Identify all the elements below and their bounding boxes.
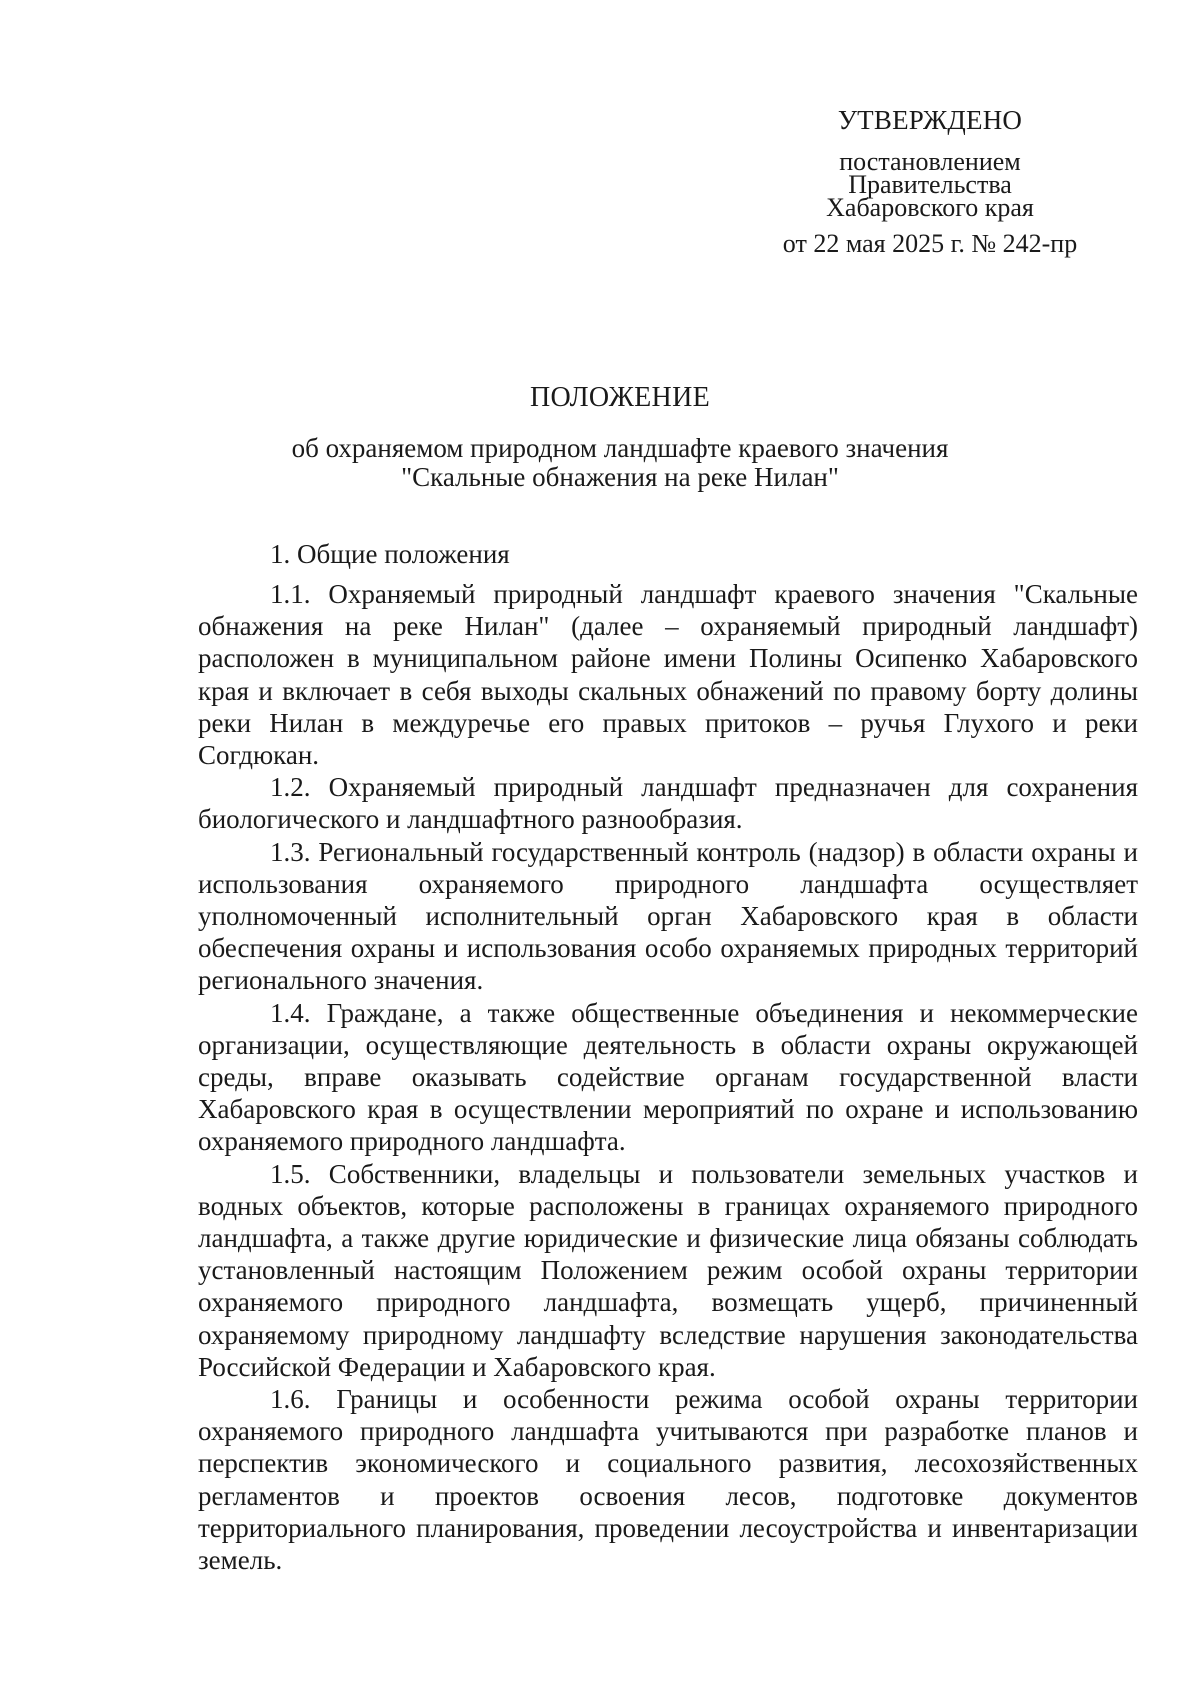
approval-stamp: УТВЕРЖДЕНО	[837, 105, 1023, 135]
paragraph-1-2: 1.2. Охраняемый природный ландшафт предназначен для сохранения биологического и ландшафтного разнообразия.	[198, 772, 1138, 835]
approval-line-date-number: от 22 мая 2025 г. № 242-пр	[782, 229, 1078, 258]
section-body	[198, 578, 1138, 1576]
document-subtitle-line-2: "Скальные обнажения на реке Нилан"	[401, 462, 839, 492]
approval-line-resolution: постановлением	[839, 147, 1021, 176]
paragraph-1-3: 1.3. Региональный государственный контроль (надзор) в области охраны и использования охраняемого природного ландшафта осуществляет уполномоченный исполнительный орган Хабаровского края в области обеспечения охраны и использования особо охраняемых природных территорий регионального значения.	[198, 836, 1138, 996]
approval-line-government: Правительства	[848, 170, 1012, 199]
document-title: ПОЛОЖЕНИЕ	[530, 382, 710, 413]
paragraph-1-1: 1.1. Охраняемый природный ландшафт краевого значения "Скальные обнажения на реке Нилан" (далее – охраняемый природный ландшафт) расположен в муниципальном районе имени Полины Осипенко Хабаровского края и включает в себя выходы скальных обнажений по правому борту долины реки Нилан в междуречье его правых притоков – ручья Глухого и реки Согдюкан.	[198, 579, 1138, 771]
paragraph-1-5: 1.5. Собственники, владельцы и пользователи земельных участков и водных объектов, которые расположены в границах охраняемого природного ландшафта, а также другие юридические и физические лица обязаны соблюдать установленный настоящим Положением режим особой охраны территории охраняемого природного ландшафта, возмещать ущерб, причиненный охраняемому природному ландшафту вследствие нарушения законодательства Российской Федерации и Хабаровского края.	[198, 1158, 1138, 1382]
paragraph-1-4: 1.4. Граждане, а также общественные объединения и некоммерческие организации, осуществляющие деятельность в области охраны окружающей среды, вправе оказывать содействие органам государственной власти Хабаровского края в осуществлении мероприятий по охране и использованию охраняемого природного ландшафта.	[198, 997, 1138, 1157]
approval-line-region: Хабаровского края	[826, 193, 1034, 222]
section-heading: 1. Общие положения	[270, 539, 510, 569]
document-title-block	[180, 383, 1060, 492]
paragraph-1-6: 1.6. Границы и особенности режима особой охраны территории охраняемого природного ландшафта учитываются при разработке планов и перспектив экономического и социального развития, лесохозяйственных регламентов и проектов освоения лесов, подготовке документов территориального планирования, проведении лесоустройства и инвентаризации земель.	[198, 1384, 1138, 1576]
document-subtitle-line-1: об охраняемом природном ландшафте краевого значения	[291, 433, 949, 463]
